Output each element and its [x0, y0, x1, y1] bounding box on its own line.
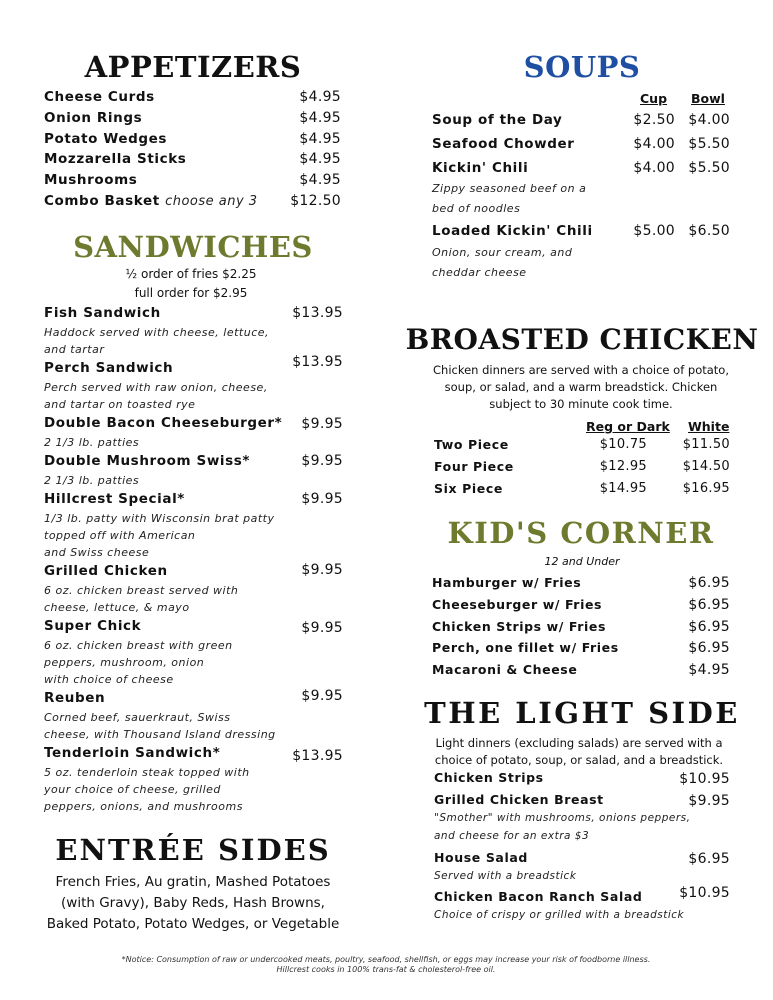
appetizer-item-name: Onion Rings [44, 110, 143, 126]
sandwich-item-name: Hillcrest Special* [44, 491, 185, 507]
fries-full-note: full order for $2.95 [134, 286, 248, 300]
light-item-price: $10.95 [679, 885, 730, 901]
soup-item-name: Loaded Kickin' Chili [432, 223, 593, 239]
chicken-reg-price: $14.95 [599, 481, 647, 496]
sandwich-item-price: $9.95 [301, 453, 343, 469]
light-item-price: $9.95 [688, 793, 730, 809]
chicken-white-header: White [688, 419, 730, 434]
appetizer-item-name [44, 193, 258, 209]
sandwich-item-price: $9.95 [301, 620, 343, 636]
light-side-title: THE LIGHT SIDE [424, 696, 740, 730]
sandwich-item-desc: cheese, lettuce, & mayo [44, 601, 190, 614]
sandwich-item-name: Fish Sandwich [44, 305, 161, 321]
kids-item-name: Perch, one fillet w/ Fries [432, 640, 619, 655]
sandwich-item-price: $13.95 [292, 748, 343, 764]
sandwich-item-desc: 6 oz. chicken breast served with [44, 584, 239, 597]
chicken-note-line: Chicken dinners are served with a choice of potato, [433, 363, 729, 377]
sandwich-item-desc: Perch served with raw onion, cheese, [44, 381, 268, 394]
appetizer-item-name: Potato Wedges [44, 131, 168, 147]
soup-bowl-price: $6.50 [688, 223, 730, 239]
kids-item-name: Cheeseburger w/ Fries [432, 597, 603, 612]
sandwich-item-price: $9.95 [301, 491, 343, 507]
soup-cup-price: $4.00 [633, 136, 675, 152]
appetizer-item-name: Mushrooms [44, 172, 138, 188]
soup-item-name: Kickin' Chili [432, 160, 529, 176]
sides-line: (with Gravy), Baby Reds, Hash Browns, [61, 895, 325, 911]
light-item-name: Chicken Strips [434, 770, 544, 785]
sandwich-item-desc: with choice of cheese [44, 673, 174, 686]
kids-corner-title: KID'S CORNER [447, 516, 715, 550]
light-item-price: $6.95 [688, 851, 730, 867]
chicken-item-name: Six Piece [434, 481, 503, 496]
soup-item-name: Seafood Chowder [432, 136, 575, 152]
sandwich-item-price: $9.95 [301, 688, 343, 704]
footer-oil-line: Hillcrest cooks in 100% trans-fat & cholesterol-free oil. [276, 965, 496, 974]
chicken-white-price: $11.50 [682, 437, 730, 452]
chicken-item-name: Four Piece [434, 459, 514, 474]
light-item-name: House Salad [434, 850, 528, 865]
sides-line: French Fries, Au gratin, Mashed Potatoes [55, 874, 331, 890]
soups-bowl-header: Bowl [691, 91, 725, 106]
fries-half-note: ½ order of fries $2.25 [125, 267, 257, 281]
appetizer-item-price: $4.95 [299, 89, 341, 105]
soup-item-desc: Onion, sour cream, and [432, 246, 573, 259]
appetizer-item-price: $4.95 [299, 131, 341, 147]
light-item-name: Chicken Bacon Ranch Salad [434, 889, 643, 904]
appetizer-item-price: $12.50 [290, 193, 341, 209]
kids-item-name: Macaroni & Cheese [432, 662, 578, 677]
sandwich-item-desc: 6 oz. chicken breast with green [44, 639, 233, 652]
soups-cup-header: Cup [640, 91, 668, 106]
chicken-note-line: soup, or salad, and a warm breadstick. Chicken [444, 380, 718, 394]
kids-item-price: $6.95 [688, 619, 730, 635]
sandwich-item-name: Reuben [44, 690, 106, 706]
footer-notice-line: *Notice: Consumption of raw or undercooked meats, poultry, seafood, shellfish, or eggs may increase your risk of foodborne illness. [121, 955, 651, 964]
light-note-line: Light dinners (excluding salads) are served with a [435, 736, 723, 750]
soup-cup-price: $5.00 [633, 223, 675, 239]
sandwich-item-desc: peppers, onions, and mushrooms [44, 800, 243, 813]
kids-age-note: 12 and Under [544, 555, 620, 568]
appetizers-title: APPETIZERS [84, 50, 302, 84]
kids-item-name: Hamburger w/ Fries [432, 575, 582, 590]
chicken-reg-header: Reg or Dark [586, 419, 670, 434]
broasted-chicken-title: BROASTED CHICKEN [405, 323, 759, 356]
appetizer-item-price: $4.95 [299, 110, 341, 126]
soup-item-desc: cheddar cheese [432, 266, 527, 279]
sandwich-item-desc: and tartar on toasted rye [44, 398, 196, 411]
kids-item-price: $6.95 [688, 575, 730, 591]
entree-sides-title: ENTRÉE SIDES [55, 833, 331, 867]
soup-item-desc: Zippy seasoned beef on a [432, 182, 587, 195]
light-item-desc: Served with a breadstick [434, 870, 577, 882]
soups-title: SOUPS [523, 50, 641, 84]
combo-basket-note: choose any 3 [165, 194, 258, 209]
soup-cup-price: $4.00 [633, 160, 675, 176]
appetizer-item-name: Mozzarella Sticks [44, 151, 187, 167]
sandwich-item-desc: and Swiss cheese [44, 546, 150, 559]
sandwiches-title: SANDWICHES [73, 230, 313, 264]
chicken-reg-price: $12.95 [599, 459, 647, 474]
soup-bowl-price: $4.00 [688, 112, 730, 128]
combo-basket-name: Combo Basket [44, 193, 160, 209]
kids-item-price: $6.95 [688, 640, 730, 656]
sandwich-item-desc: and tartar [44, 343, 105, 356]
sides-line: Baked Potato, Potato Wedges, or Vegetable [46, 916, 340, 932]
chicken-note-line: subject to 30 minute cook time. [489, 397, 673, 411]
sandwich-item-desc: your choice of cheese, grilled [44, 783, 221, 796]
light-item-desc: Choice of crispy or grilled with a breadstick [434, 909, 685, 921]
sandwich-item-desc: topped off with American [44, 529, 196, 542]
appetizer-item-price: $4.95 [299, 151, 341, 167]
soup-bowl-price: $5.50 [688, 160, 730, 176]
kids-item-price: $6.95 [688, 597, 730, 613]
soup-item-name: Soup of the Day [432, 112, 563, 128]
light-item-price: $10.95 [679, 771, 730, 787]
sandwich-item-name: Super Chick [44, 618, 142, 634]
kids-item-name: Chicken Strips w/ Fries [432, 619, 607, 634]
sandwich-item-desc: cheese, with Thousand Island dressing [44, 728, 276, 741]
sandwich-item-price: $13.95 [292, 354, 343, 370]
chicken-reg-price: $10.75 [599, 437, 647, 452]
soup-bowl-price: $5.50 [688, 136, 730, 152]
sandwich-item-desc: 5 oz. tenderloin steak topped with [44, 766, 250, 779]
sandwich-item-name: Double Bacon Cheeseburger* [44, 415, 283, 431]
soup-item-desc: bed of noodles [432, 202, 521, 215]
light-item-desc: "Smother" with mushrooms, onions peppers, [434, 812, 691, 824]
light-item-desc: and cheese for an extra $3 [434, 830, 590, 842]
sandwich-item-desc: Haddock served with cheese, lettuce, [44, 326, 270, 339]
sandwich-item-name: Grilled Chicken [44, 563, 168, 579]
light-note-line: choice of potato, soup, or salad, and a breadstick. [434, 753, 724, 767]
sandwich-item-desc: peppers, mushroom, onion [44, 656, 205, 669]
sandwich-item-name: Tenderloin Sandwich* [44, 745, 221, 761]
chicken-white-price: $16.95 [682, 481, 730, 496]
soup-cup-price: $2.50 [633, 112, 675, 128]
sandwich-item-desc: 1/3 lb. patty with Wisconsin brat patty [44, 512, 275, 525]
appetizer-item-price: $4.95 [299, 172, 341, 188]
sandwich-item-name: Perch Sandwich [44, 360, 174, 376]
sandwich-item-price: $9.95 [301, 416, 343, 432]
chicken-white-price: $14.50 [682, 459, 730, 474]
sandwich-item-price: $9.95 [301, 562, 343, 578]
chicken-item-name: Two Piece [434, 437, 509, 452]
sandwich-item-name: Double Mushroom Swiss* [44, 453, 251, 469]
sandwich-item-desc: 2 1/3 lb. patties [44, 436, 140, 449]
appetizer-item-name: Cheese Curds [44, 89, 155, 105]
sandwich-item-price: $13.95 [292, 305, 343, 321]
sandwich-item-desc: Corned beef, sauerkraut, Swiss [44, 711, 231, 724]
kids-item-price: $4.95 [688, 662, 730, 678]
sandwich-item-desc: 2 1/3 lb. patties [44, 474, 140, 487]
light-item-name: Grilled Chicken Breast [434, 792, 604, 807]
